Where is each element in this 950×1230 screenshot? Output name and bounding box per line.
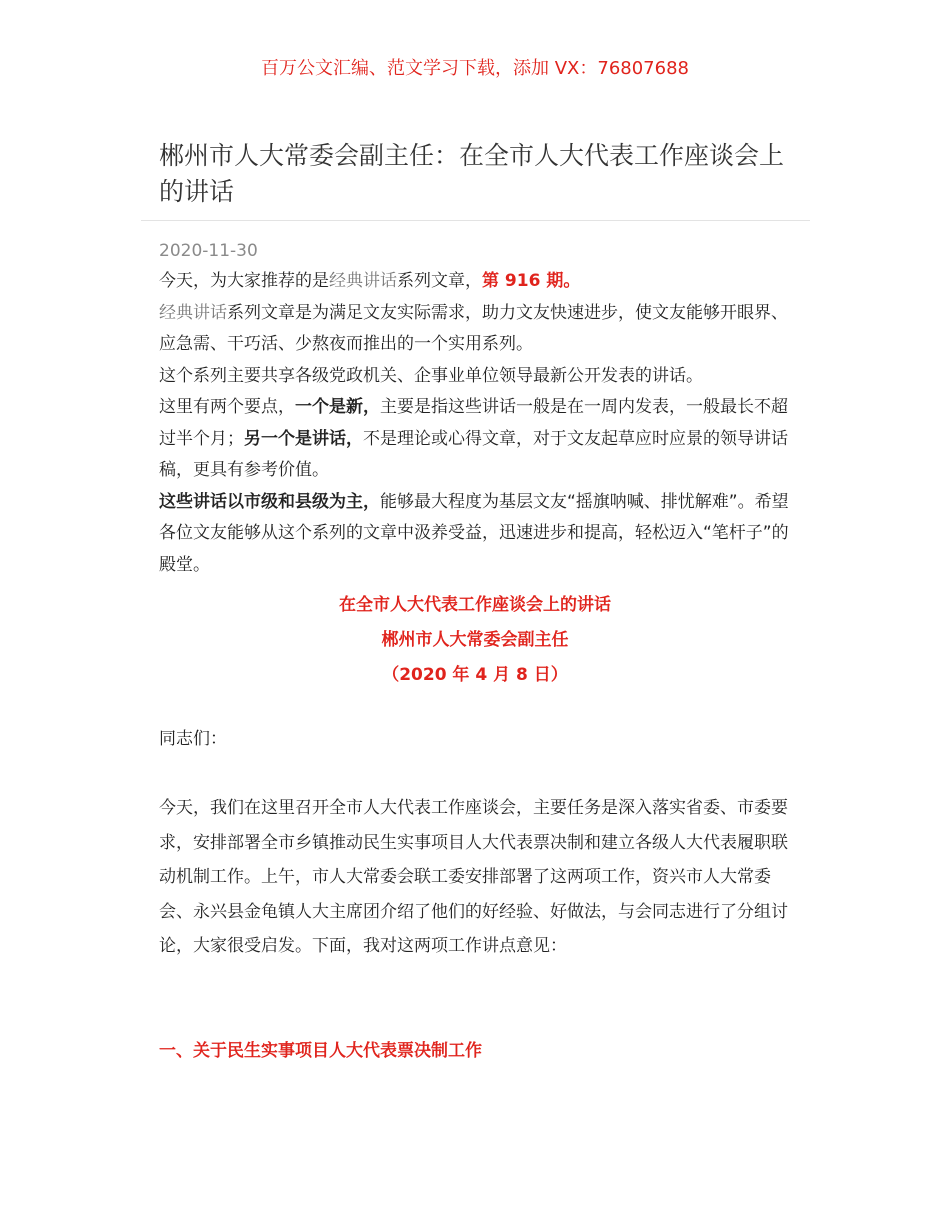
speech-title: 在全市人大代表工作座谈会上的讲话 <box>339 595 611 615</box>
intro-paragraph-5 <box>159 487 795 582</box>
speech-paragraph-1: 今天，我们在这里召开全市人大代表工作座谈会，主要任务是深入落实省委、市委要求，安排部署全市乡镇推动民生实事项目人大代表票决制和建立各级人大代表履职联动机制工作。上午，市人大常委会联工委安排部署了这两项工作，资兴市人大常委会、永兴县金龟镇人大主席团介绍了他们的好经验、好做法，与会同志进行了分组讨论，大家很受启发。下面，我对这两项工作讲点意见： <box>159 798 788 956</box>
speech-heading <box>0 588 950 693</box>
key-point-1: 一个是新， <box>295 397 380 417</box>
intro-paragraph-3: 这个系列主要共享各级党政机关、企事业单位领导最新公开发表的讲话。 <box>159 365 703 386</box>
series-name: 经典讲话 <box>159 302 227 323</box>
intro-text: 能够最大程度为基层文友“摇旗呐喊、排忧解难”。希望各位文友能够从这个系列的文章中汲养受益，迅速进步和提高，轻松迈入“笔杆子”的殿堂。 <box>159 491 789 575</box>
intro-paragraph-4 <box>159 392 795 487</box>
series-name: 经典讲话 <box>329 271 397 291</box>
speech-date: （2020 年 4 月 8 日） <box>382 665 568 685</box>
intro-text: 今天，为大家推荐的是 <box>159 271 329 291</box>
intro-section <box>159 266 795 581</box>
intro-text: 这里有两个要点， <box>159 397 295 417</box>
article-title: 郴州市人大常委会副主任：在全市人大代表工作座谈会上的讲话 <box>159 141 785 206</box>
intro-text: 主要是指这些讲话一般是在一周内发表，一般最长不超过半个月； <box>159 397 788 449</box>
intro-paragraph-1 <box>159 266 795 298</box>
intro-text: 不是理论或心得文章，对于文友起草应时应景的领导讲话稿，更具有参考价值。 <box>159 428 788 480</box>
article-date: 2020-11-30 <box>159 241 258 261</box>
intro-paragraph-2 <box>159 298 795 361</box>
title-divider <box>141 220 810 221</box>
key-point-3: 这些讲话以市级和县级为主， <box>159 491 380 512</box>
speech-speaker: 郴州市人大常委会副主任 <box>381 630 569 650</box>
issue-number: 第 916 期。 <box>482 271 581 291</box>
intro-text: 系列文章， <box>397 271 482 291</box>
salutation: 同志们： <box>159 729 227 749</box>
section-heading-1: 一、关于民生实事项目人大代表票决制工作 <box>159 1041 482 1061</box>
intro-text: 系列文章是为满足文友实际需求，助力文友快速进步，使文友能够开眼界、应急需、干巧活、少熬夜而推出的一个实用系列。 <box>159 302 788 354</box>
promo-banner: 百万公文汇编、范文学习下载，添加 VX：76807688 <box>261 58 689 79</box>
key-point-2: 另一个是讲话， <box>244 428 363 449</box>
